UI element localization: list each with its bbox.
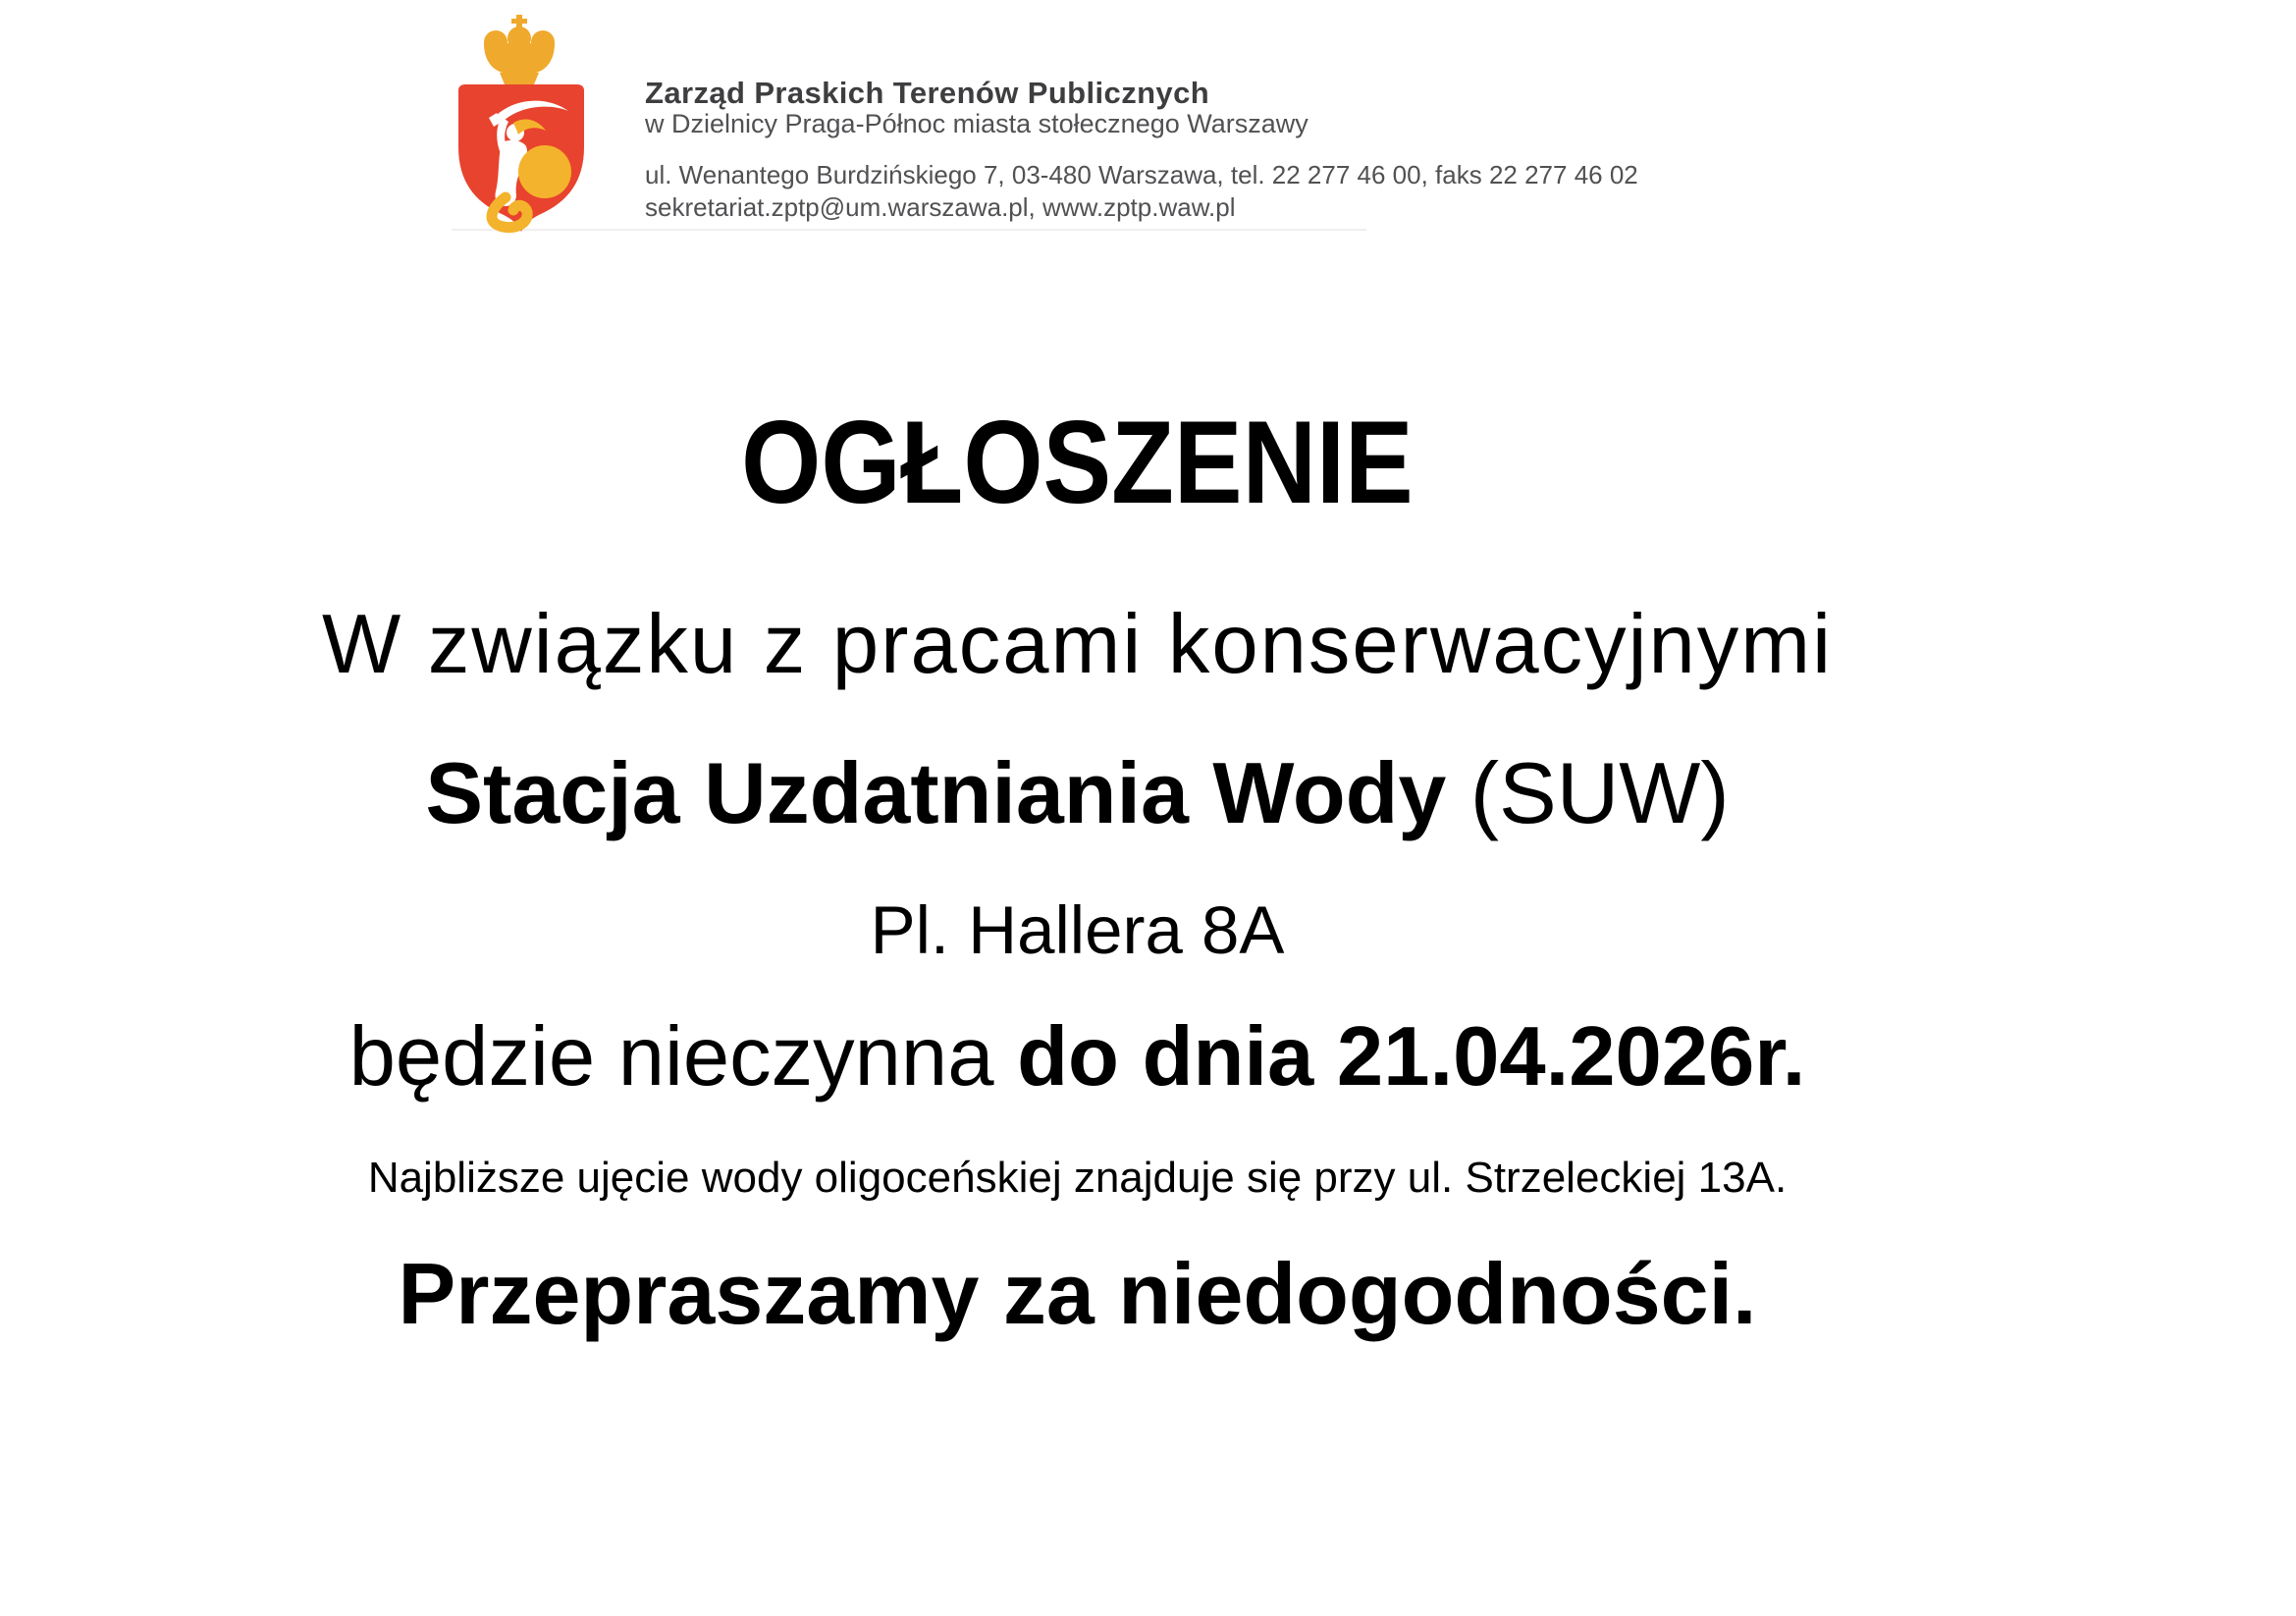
facility-name: Stacja Uzdatniania Wody xyxy=(425,744,1447,841)
letterhead-divider xyxy=(452,229,1366,231)
closure-date: do dnia 21.04.2026r. xyxy=(1017,1010,1806,1104)
announcement-title xyxy=(0,397,2155,528)
closure-text: będzie nieczynna xyxy=(348,1010,1018,1104)
closure-line xyxy=(0,1010,2155,1104)
org-contact-line: sekretariat.zptp@um.warszawa.pl, www.zptp.waw.pl xyxy=(645,192,1236,222)
org-name: Zarząd Praskich Terenów Publicznych xyxy=(645,76,1210,110)
org-subtitle: w Dzielnicy Praga-Północ miasta stołecznego Warszawy xyxy=(645,109,1308,138)
alternative-source-line: Najbliższe ujęcie wody oligoceńskiej znajduje się przy ul. Strzeleckiej 13A. xyxy=(367,1154,1788,1202)
apology-line: Przepraszamy za niedogodności. xyxy=(398,1245,1757,1342)
crown-icon xyxy=(484,15,555,84)
intro-line: W związku z pracami konserwacyjnymi xyxy=(322,598,1833,691)
facility-line xyxy=(0,744,2155,841)
facility-address: Pl. Hallera 8A xyxy=(870,892,1285,968)
warsaw-coat-of-arms-logo xyxy=(456,15,586,235)
org-address-line: ul. Wenantego Burdzińskiego 7, 03-480 Warszawa, tel. 22 277 46 00, faks 22 277 46 02 xyxy=(645,160,1638,189)
facility-abbreviation: (SUW) xyxy=(1446,744,1730,841)
announcement-title-text: OGŁOSZENIE xyxy=(741,397,1414,528)
